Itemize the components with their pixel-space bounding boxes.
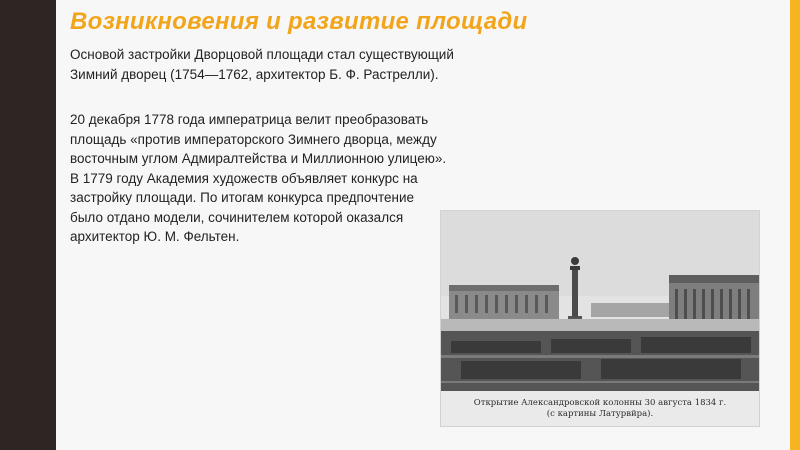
caption-line-2: (с картины Латурвйра). xyxy=(546,409,654,419)
paragraph-history: 20 декабря 1778 года императрица велит преобразовать площадь «против императорского Зимнего дворца, между восточным углом Адмиралтейства и Миллионною улицею». В 1779 году Академия художеств объявляет конкурс на застройку площади. По итогам конкурса предпочтение было отдано модели, сочинителем которой оказался архитектор Ю. М. Фельтен. xyxy=(70,112,447,244)
engraving-illustration xyxy=(441,211,759,391)
paragraph-intro: Основой застройки Дворцовой площади стал существующий Зимний дворец (1754—1762, архитектор Б. Ф. Растрелли). xyxy=(70,47,454,82)
right-accent-bar xyxy=(790,0,800,450)
caption-line-1: Открытие Александровской колонны 30 августа 1834 г. xyxy=(473,398,727,408)
engraving-caption xyxy=(441,398,759,420)
historical-engraving xyxy=(440,210,760,427)
slide-title: Возникновения и развитие площади xyxy=(70,8,528,35)
left-decor-bar xyxy=(0,0,56,450)
